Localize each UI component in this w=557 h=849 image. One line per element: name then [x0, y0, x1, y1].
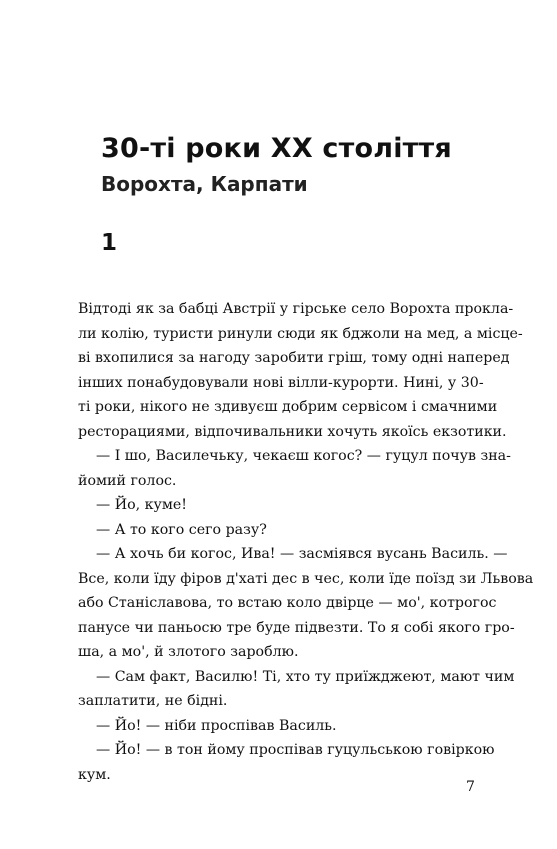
text-line: — Йо! — в тон йому проспівав гуцульською говіркою: [96, 742, 495, 758]
text-line: заплатити, не бідні.: [78, 693, 228, 709]
text-line: Відтоді як за бабці Австрії у гірське село Ворохта прокла-: [78, 301, 514, 317]
chapter-title: 30-ті роки XX століття: [101, 133, 452, 164]
text-line: інших понабудовували нові вілли-курорти. Нині, у 30-: [78, 374, 484, 391]
text-line: кум.: [78, 766, 111, 783]
chapter-subtitle: Ворохта, Карпати: [101, 172, 308, 196]
text-line: ша, а мо', й злотого зароблю.: [78, 644, 299, 660]
text-line: — Йо, куме!: [96, 497, 187, 513]
body-text: [78, 297, 534, 787]
text-line: панусе чи паньосю тре буде підвезти. То я собі якого гро-: [78, 619, 515, 636]
text-line: ті роки, нікого не здивуєш добрим сервісом і смачними: [78, 399, 498, 415]
text-line: — Йо! — ніби проспівав Василь.: [96, 717, 337, 734]
text-line: ресторациями, відпочивальники хочуть якоїсь екзотики.: [78, 423, 507, 440]
text-line: йомий голос.: [78, 472, 177, 489]
text-line: — Сам факт, Василю! Ті, хто ту приїжджеют, мают чим: [96, 668, 515, 685]
text-line: — І шо, Василечьку, чекаєш когос? — гуцул почув зна-: [96, 448, 511, 464]
text-line: — А то кого сего разу?: [96, 521, 267, 538]
section-number: 1: [101, 230, 118, 256]
text-line: ві вхопилися за нагоду заробити гріш, тому одні наперед: [78, 350, 510, 366]
text-line: — А хочь би когос, Ива! — засміявся вусань Василь. —: [96, 546, 508, 562]
text-line: Все, коли їду фіров д'хаті дес в чес, коли їде поїзд зи Львова: [78, 570, 534, 587]
page-number: 7: [466, 779, 475, 795]
text-line: або Станіславова, то встаю коло двірце — мо', котрогос: [78, 595, 497, 611]
text-line: ли колію, туристи ринули сюди як бджоли на мед, а місце-: [78, 325, 523, 342]
